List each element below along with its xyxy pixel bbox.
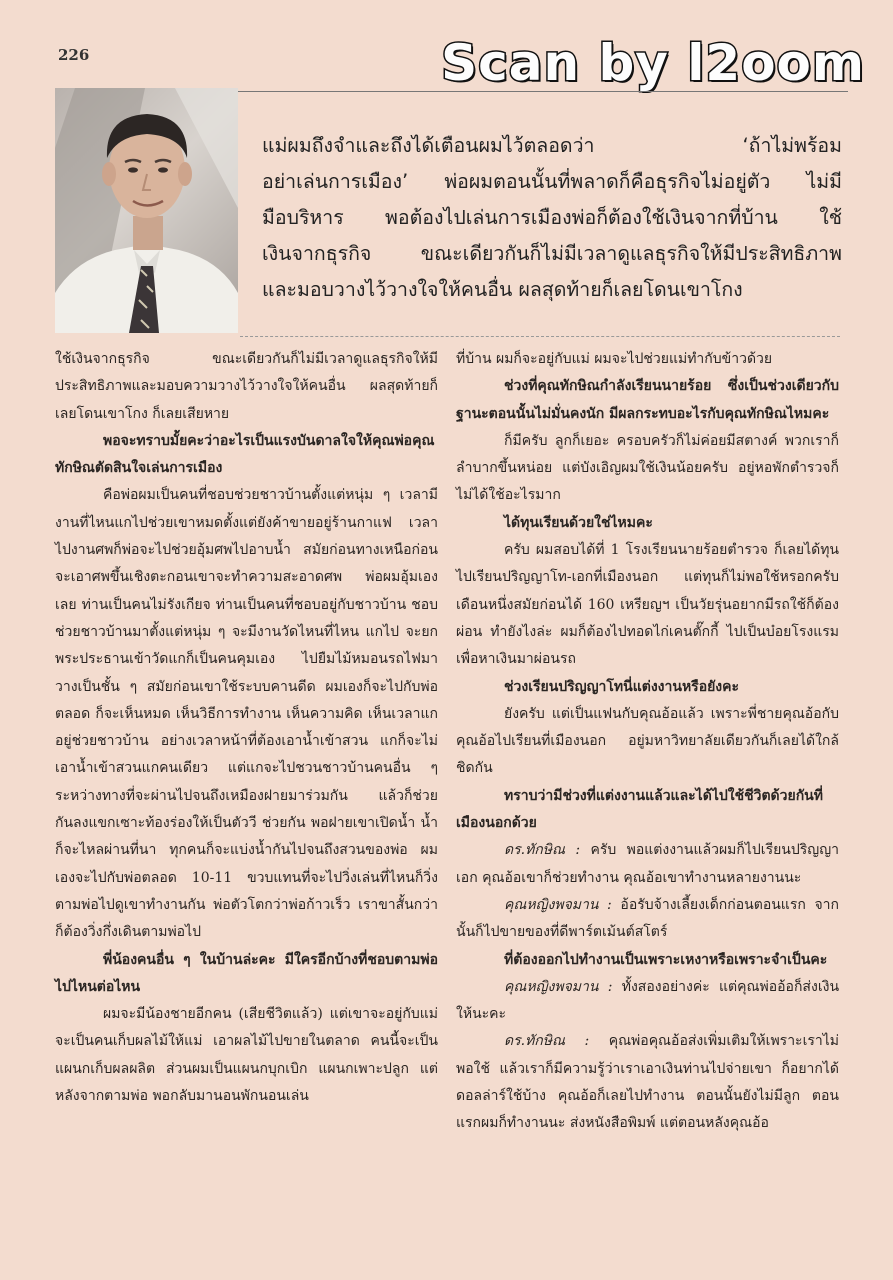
paragraph: ก็มีครับ ลูกก็เยอะ ครอบครัวก็ไม่ค่อยมีสตางค์ พวกเราก็ลำบากขึ้นหน่อย แต่บังเอิญผมใช้เงินน้อยครับ อยู่หอพักตำรวจก็ไม่ได้ใช้อะไรมาก (456, 432, 839, 504)
dialogue-paragraph (456, 1028, 839, 1137)
dialogue-text: ครับ พอแต่งงานแล้วผมก็ไปเรียนปริญญาเอก คุณอ้อเขาก็ช่วยทำงาน คุณอ้อเขาทำงานหลายงานนะ (456, 842, 839, 886)
pull-quote-line: และมอบวางไว้วางใจให้คนอื่น ผลสุดท้ายก็เลยโดนเขาโกง (262, 278, 743, 301)
dialogue-text: คุณพ่อคุณอ้อส่งเพิ่มเติมให้เพราะเราไม่พอใช้ แล้วเราก็มีความรู้ว่าเราเอาเงินท่านไปจ่ายเขา ก็อยากได้ดอลล่าร์ใช้บ้าง คุณอ้อก็เลยไปทำงาน ตอนนั้นยังไม่มีลูก ตอนแรกผมก็ทำงานนะ ส่งหนังสือพิมพ์ แต่ตอนหลังคุณอ้อ (456, 1033, 840, 1132)
interview-question: ช่วงที่คุณทักษิณกำลังเรียนนายร้อย ซึ่งเป็นช่วงเดียวกับฐานะตอนนั้นไม่มั่นคงนัก มีผลกระทบอะไรกับคุณทักษิณไหมคะ (456, 378, 839, 422)
dialogue-text: ทั้งสองอย่างค่ะ แต่คุณพ่ออ้อก็ส่งเงินให้นะคะ (456, 978, 840, 1023)
interview-question: ที่ต้องออกไปทำงานเป็นเพราะเหงาหรือเพราะจำเป็นคะ (504, 951, 828, 968)
paragraph: ใช้เงินจากธุรกิจ ขณะเดียวกันก็ไม่มีเวลาดูแลธุรกิจให้มีประสิทธิภาพและมอบความวางไว้วางใจให้คนอื่น ผลสุดท้ายก็เลยโดนเขาโกง ก็เลยเสียหาย (55, 351, 438, 422)
pull-quote (262, 128, 842, 308)
left-column (55, 346, 438, 1110)
top-rule (238, 91, 848, 92)
portrait-photo (55, 88, 238, 333)
pull-quote-line: มือบริหาร พอต้องไปเล่นการเมืองพ่อก็ต้องใช้เงินจากที่บ้าน ใช้ (262, 206, 842, 229)
interview-question: ทราบว่ามีช่วงที่แต่งงานแล้วและได้ไปใช้ชีวิตด้วยกันที่เมืองนอกด้วย (456, 787, 823, 832)
speaker-label: ดร.ทักษิณ : (504, 1033, 590, 1050)
interview-question: พอจะทราบมั้ยคะว่าอะไรเป็นแรงบันดาลใจให้คุณพ่อคุณทักษิณตัดสินใจเล่นการเมือง (55, 432, 435, 477)
interview-question: ช่วงเรียนปริญญาโทนี่แต่งงานหรือยังคะ (504, 678, 740, 695)
paragraph: ยังครับ แต่เป็นแฟนกับคุณอ้อแล้ว เพราะพี่ชายคุณอ้อกับคุณอ้อไปเรียนที่เมืองนอก อยู่มหาวิทยาลัยเดียวกันก็เลยได้ใกล้ชิดกัน (456, 705, 839, 777)
paragraph: คือพ่อผมเป็นคนที่ชอบช่วยชาวบ้านตั้งแต่หนุ่ม ๆ เวลามีงานที่ไหนแกไปช่วยเขาหมดตั้งแต่ยังค้าขายอยู่ร้านกาแฟ เวลาไปงานศพก็พ่อจะไปช่วยอุ้มศพไปอาบน้ำ สมัยก่อนทางเหนือก่อนจะเอาศพขึ้นเชิงตะกอนเขาจะทำความสะอาดศพ พ่อผมอุ้มเองเลย ท่านเป็นคนไม่รังเกียจ ท่านเป็นคนที่ชอบอยู่กับชาวบ้าน ชอบช่วยชาวบ้านมาตั้งแต่หนุ่ม ๆ จะมีงานวัดไหนที่ไหน แกไป จะยกพระประธานเข้าวัดแกก็เป็นคนคุมเอง ไปยืมไม้หมอนรถไฟมาวางเป็นชั้น ๆ สมัยก่อนเขาใช้ระบบคานดีด ผมเองก็จะไปกับพ่อตลอด ก็จะเห็นหมด เห็นวิธีการทำงาน เห็นความคิด เห็นเวลาแกอยู่ช่วยชาวบ้าน อย่างเวลาหน้าที่ต้องเอาน้ำเข้าสวน แกก็จะไม่เอาน้ำเข้าสวนแกคนเดียว แต่แกจะไปชวนชาวบ้านคนอื่น ๆ ระหว่างทางที่จะผ่านไปจนถึงเหมืองฝายมาร่วมกัน แล้วก็ช่วยกันลงแขกเซาะท้องร่องให้เป็นตัววี ช่วยกัน พอฝายเขาเปิดน้ำ น้ำก็จะไหลผ่านที่นา ทุกคนก็จะแบ่งน้ำกันไปจนถึงสวนของพ่อ ผมเองจะไปกับพ่อตลอด 10-11 ขวบแทนที่จะไปวิ่งเล่นที่ไหนก็วิ่งตามพ่อไปดูเขาทำงานกัน พ่อตัวโตกว่าพ่อก้าวเร็ว เราขาสั้นกว่าก็ต้องวิ่งกึ่งเดินตามพ่อไป (55, 487, 438, 941)
scan-watermark: Scan by l2oom (441, 34, 865, 92)
speaker-label: คุณหญิงพจมาน : (504, 896, 612, 913)
page-number: 226 (58, 46, 90, 64)
paragraph: ครับ ผมสอบได้ที่ 1 โรงเรียนนายร้อยตำรวจ ก็เลยได้ทุนไปเรียนปริญญาโท-เอกที่เมืองนอก แต่ทุนก็ไม่พอใช้หรอกครับ เดือนหนึ่งสมัยก่อนได้ 160 เหรียญฯ เป็นวัยรุ่นอยากมีรถใช้ก็ต้องผ่อน ทำยังไงล่ะ ผมก็ต้องไปทอดไก่เคนตั๊กกี้ ไปเป็นบ๋อยโรงแรมเพื่อหาเงินมาผ่อนรถ (456, 542, 839, 668)
pull-quote-line: เงินจากธุรกิจ ขณะเดียวกันก็ไม่มีเวลาดูแลธุรกิจให้มีประสิทธิภาพ (262, 242, 842, 265)
paragraph: ที่บ้าน ผมก็จะอยู่กับแม่ ผมจะไปช่วยแม่ทำกับข้าวด้วย (456, 351, 773, 367)
dialogue-paragraph (456, 974, 839, 1029)
dialogue-paragraph (456, 837, 839, 892)
interview-question: ได้ทุนเรียนด้วยใช่ไหมคะ (504, 514, 653, 531)
portrait-illustration (55, 88, 238, 333)
section-divider (240, 336, 840, 337)
speaker-label: คุณหญิงพจมาน : (504, 978, 613, 995)
dialogue-text: อ้อรับจ้างเลี้ยงเด็กก่อนตอนแรก จากนั้นก็ไปขายของที่ดีพาร์ตเม้นต์สโตร์ (456, 896, 839, 941)
right-column (456, 346, 839, 1138)
pull-quote-line: อย่าเล่นการเมือง’ พ่อผมตอนนั้นที่พลาดก็คือธุรกิจไม่อยู่ตัว ไม่มี (262, 170, 842, 193)
speaker-label: ดร.ทักษิณ : (504, 842, 581, 859)
dialogue-paragraph (456, 892, 839, 947)
interview-question: พี่น้องคนอื่น ๆ ในบ้านล่ะคะ มีใครอีกบ้างที่ชอบตามพ่อไปไหนต่อไหน (55, 951, 438, 995)
paragraph: ผมจะมีน้องชายอีกคน (เสียชีวิตแล้ว) แต่เขาจะอยู่กับแม่ จะเป็นคนเก็บผลไม้ให้แม่ เอาผลไม้ไปขายในตลาด คนนี้จะเป็นแผนกเก็บผลผลิต ส่วนผมเป็นแผนกบุกเบิก แผนกเพาะปลูก แต่หลังจากตามพ่อ พอกลับมานอนพักนอนเล่น (55, 1006, 438, 1105)
pull-quote-line: แม่ผมถึงจำและถึงได้เตือนผมไว้ตลอดว่า ‘ถ้าไม่พร้อม (262, 134, 842, 157)
